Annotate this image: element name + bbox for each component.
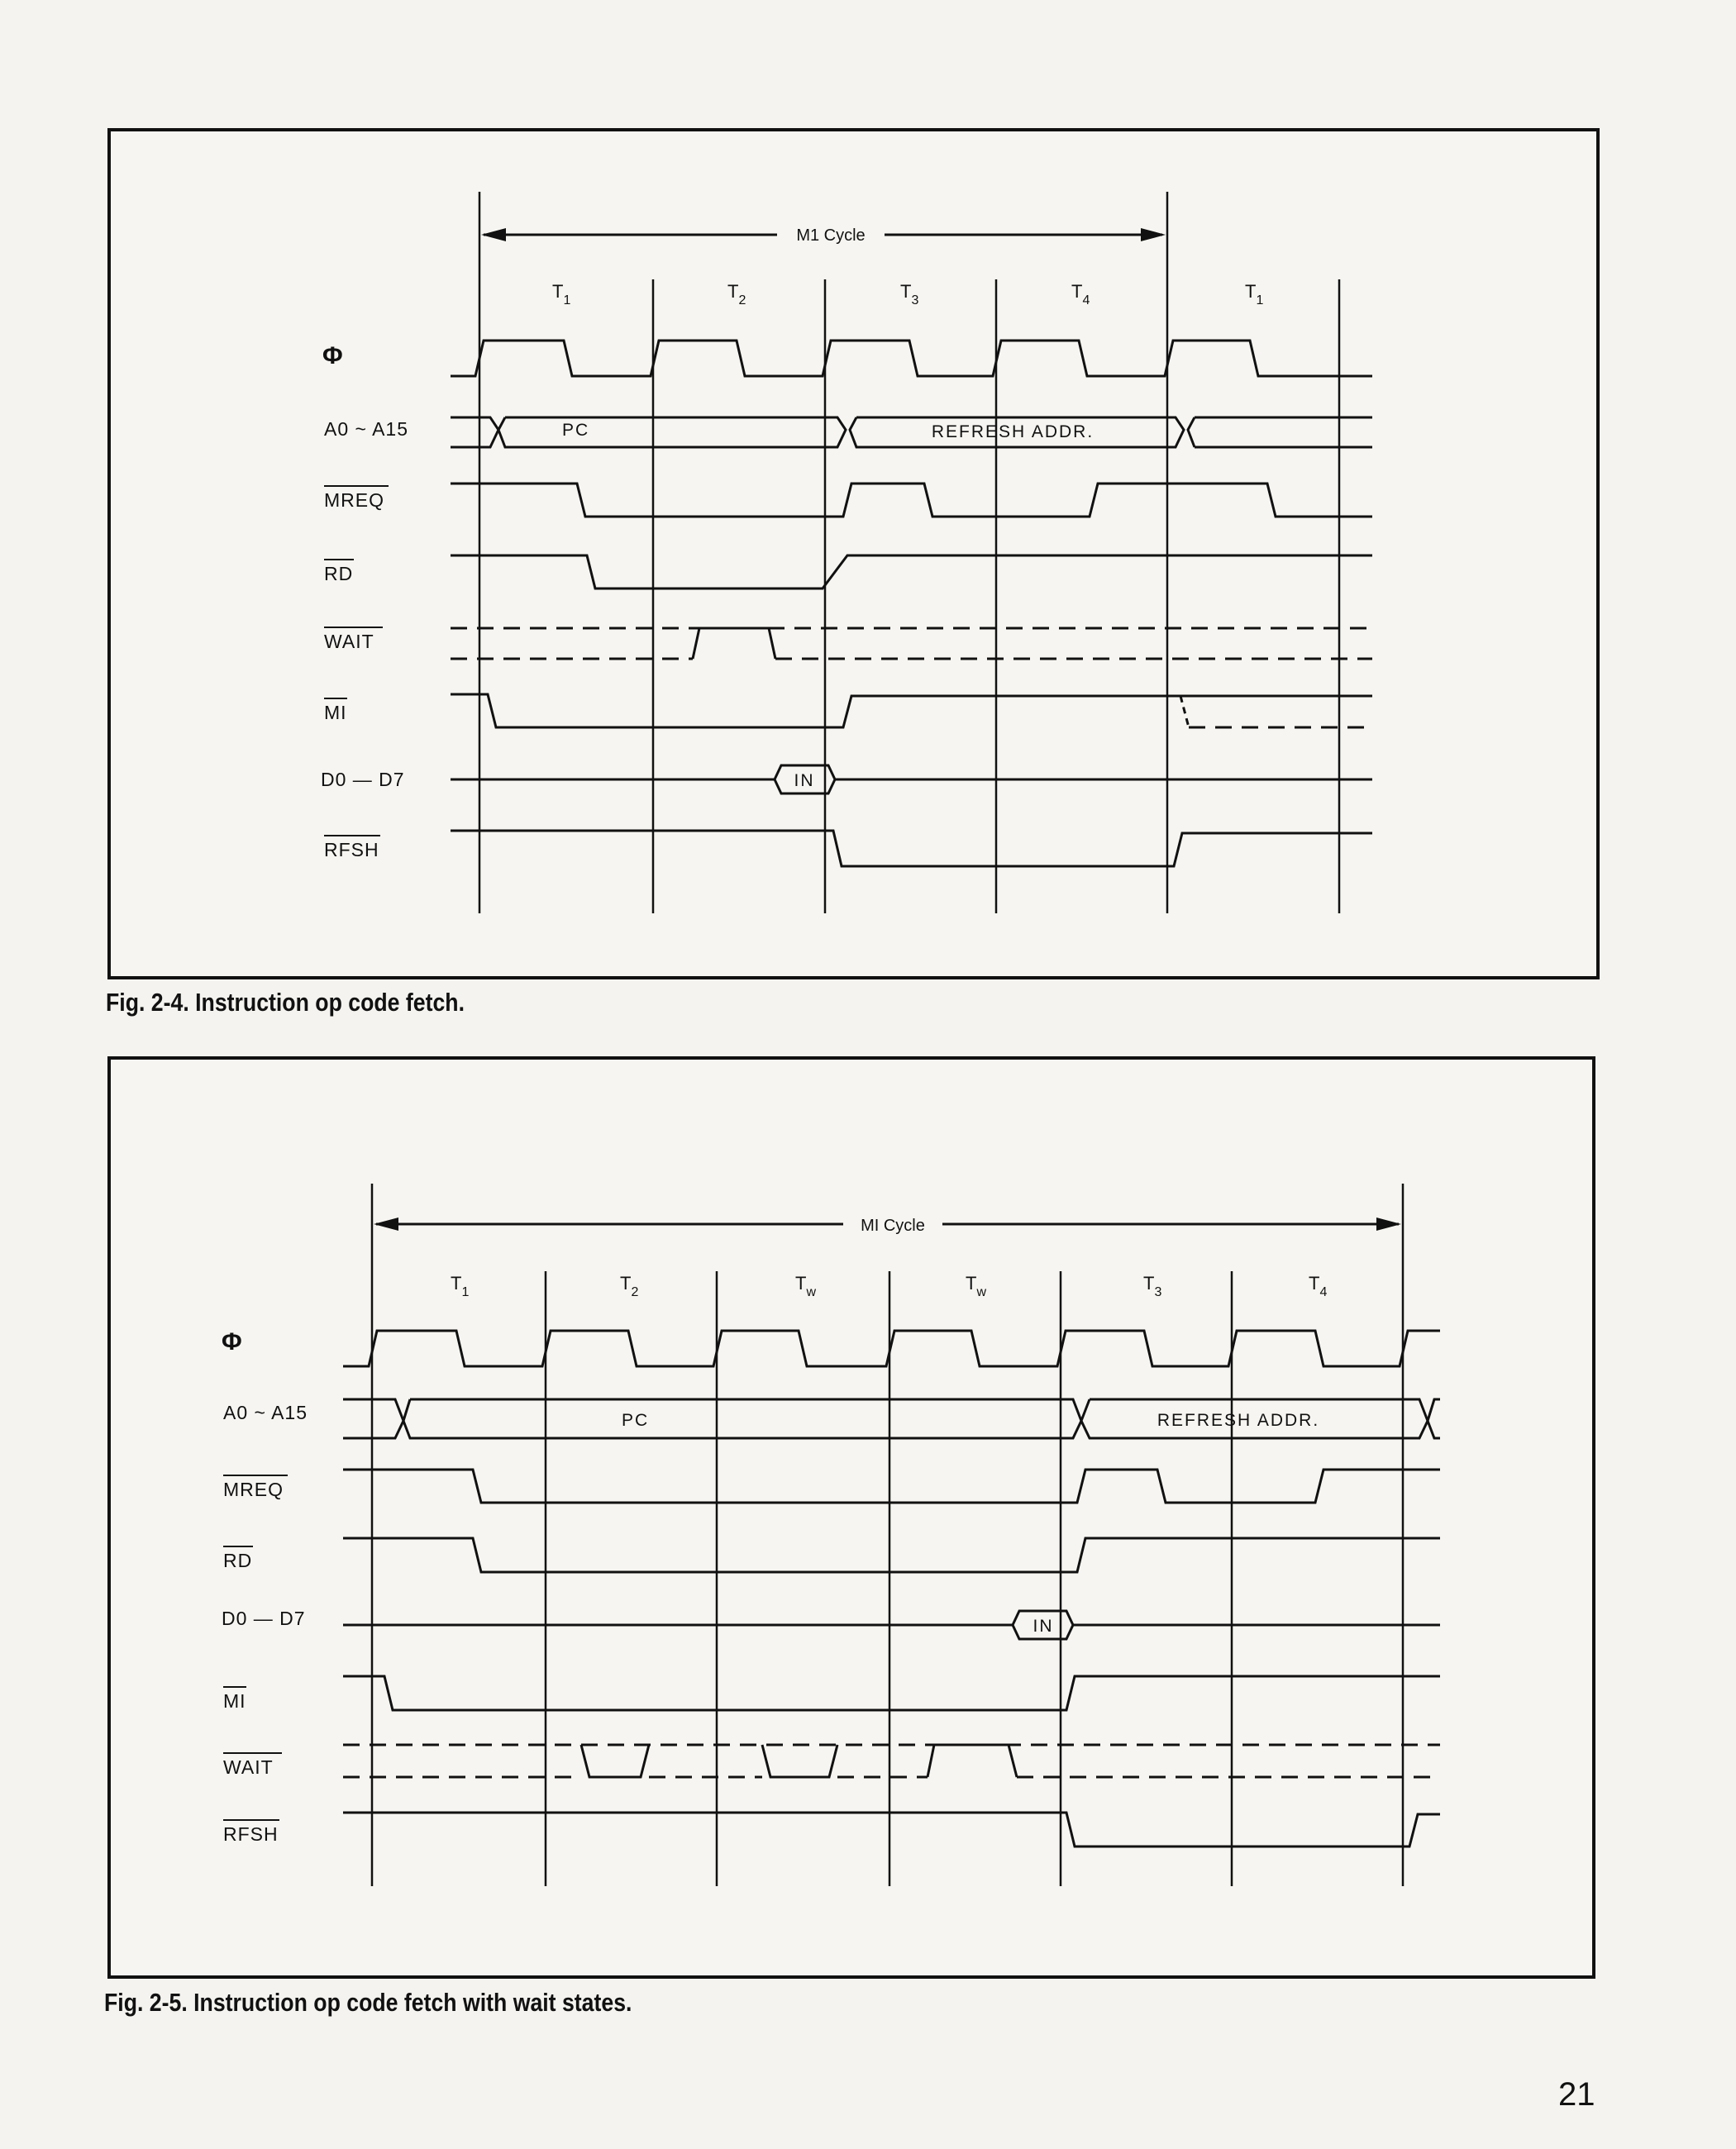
fig1-signal-wait: WAIT	[324, 631, 374, 652]
fig2-t-boundaries	[372, 1184, 1403, 1886]
fig2-signal-rd: RD	[223, 1550, 253, 1571]
fig2-signal-m1: MI	[223, 1690, 246, 1712]
fig2-data-bus	[343, 1611, 1440, 1639]
fig1-signal-data: D0 — D7	[321, 769, 405, 790]
fig2-phi-waveform	[343, 1331, 1440, 1366]
fig2-bus-pc: PC	[622, 1411, 650, 1430]
fig2-cycle-label: MI Cycle	[861, 1217, 925, 1235]
fig1-caption: Fig. 2-4. Instruction op code fetch.	[106, 988, 465, 1017]
fig2-caption: Fig. 2-5. Instruction op code fetch with wait states.	[104, 1988, 632, 2017]
fig1-t-label-1: $T_1$	[552, 281, 571, 307]
page-number: 21	[1558, 2076, 1595, 2113]
fig2-rfsh-waveform	[343, 1813, 1440, 1846]
fig2-signal-wait: WAIT	[223, 1756, 274, 1778]
fig1-bus-refresh: REFRESH ADDR.	[931, 422, 1095, 441]
fig2-rd-waveform	[343, 1538, 1440, 1572]
fig1-cycle-label: M1 Cycle	[796, 226, 866, 245]
fig2-t-label-2: $T_2$	[620, 1273, 639, 1299]
fig2-bus-refresh: REFRESH ADDR.	[1157, 1411, 1320, 1430]
fig1-bus-pc: PC	[562, 421, 590, 440]
fig1-t-label-4: $T_4$	[1071, 281, 1090, 307]
fig1-bus-in: IN	[794, 771, 815, 790]
fig2-t-label-w1: $T_w$	[795, 1273, 817, 1299]
fig2-signal-address: A0 ~ A15	[223, 1402, 308, 1423]
fig2-t-label-1: $T_1$	[451, 1273, 470, 1299]
fig1-signal-mreq: MREQ	[324, 489, 384, 511]
fig1-t-label-2: $T_2$	[727, 281, 746, 307]
fig2-t-label-4: $T_4$	[1309, 1273, 1328, 1299]
fig1-t-label-3: $T_3$	[900, 281, 919, 307]
fig2-t-label-3: $T_3$	[1143, 1273, 1162, 1299]
fig1-signal-address: A0 ~ A15	[324, 418, 408, 440]
fig2-signal-data: D0 — D7	[222, 1608, 306, 1629]
fig2-wait-waveform	[343, 1745, 1440, 1777]
fig1-signal-rd: RD	[324, 563, 354, 584]
fig2-bus-in: IN	[1033, 1617, 1054, 1636]
fig1-signal-rfsh: RFSH	[324, 839, 379, 860]
fig2-signal-rfsh: RFSH	[223, 1823, 279, 1845]
fig2-signal-mreq: MREQ	[223, 1479, 284, 1500]
fig2-signal-phi: Φ	[222, 1328, 242, 1356]
fig2-mreq-waveform	[343, 1470, 1440, 1503]
fig2-t-label-w2: $T_w$	[966, 1273, 987, 1299]
fig1-t-label-5: $T_1$	[1245, 281, 1264, 307]
fig1-signal-phi: Φ	[322, 342, 343, 369]
fig1-signal-m1: MI	[324, 702, 347, 723]
fig2-m1-waveform	[343, 1676, 1440, 1710]
